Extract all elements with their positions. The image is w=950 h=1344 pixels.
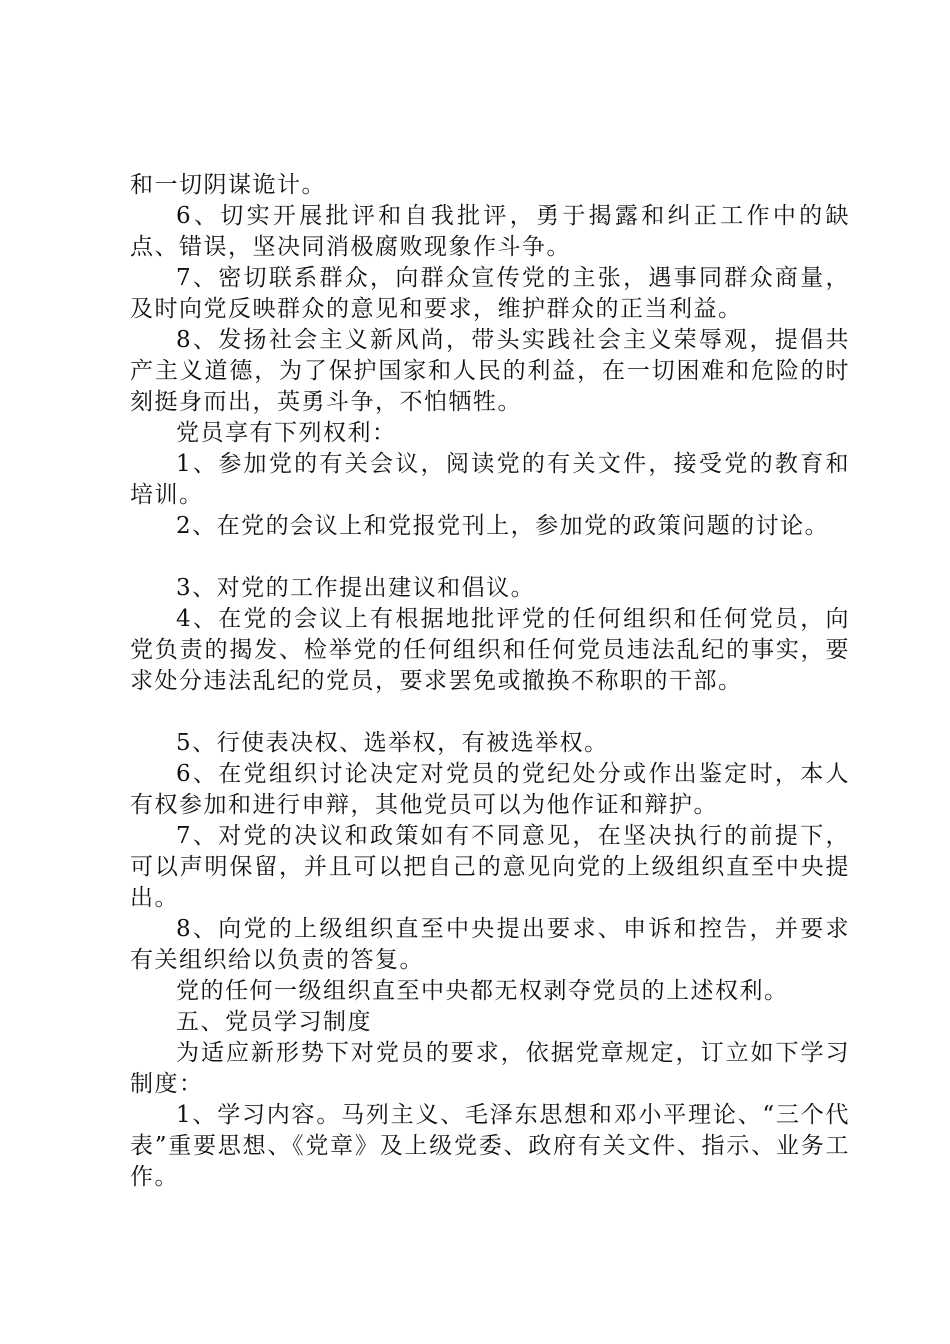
- paragraph-rights-heading: 党员享有下列权利：: [176, 420, 397, 446]
- section-heading-study-system: 五、党员学习制度: [176, 1009, 372, 1035]
- paragraph-right-5: 5、行使表决权、选举权，有被选举权。: [176, 730, 609, 756]
- paragraph-duty-7: 7、密切联系群众，向群众宣传党的主张，遇事同群众商量，及时向党反映群众的意见和要求，维护群众的正当利益。: [130, 265, 850, 322]
- paragraph-study-content: 1、学习内容。马列主义、毛泽东思想和邓小平理论、“三个代表”重要思想、《党章》及上级党委、政府有关文件、指示、业务工作。: [130, 1102, 850, 1190]
- blank-line: [130, 542, 850, 573]
- paragraph-right-3: 3、对党的工作提出建议和倡议。: [176, 575, 536, 601]
- paragraph-right-7: 7、对党的决议和政策如有不同意见，在坚决执行的前提下，可以声明保留，并且可以把自己的意见向党的上级组织直至中央提出。: [130, 823, 850, 911]
- paragraph-right-6: 6、在党组织讨论决定对党员的党纪处分或作出鉴定时，本人有权参加和进行申辩，其他党员可以为他作证和辩护。: [130, 761, 850, 818]
- paragraph-right-4: 4、在党的会议上有根据地批评党的任何组织和任何党员，向党负责的揭发、检举党的任何组织和任何党员违法乱纪的事实，要求处分违法乱纪的党员，要求罢免或撤换不称职的干部。: [130, 606, 850, 694]
- paragraph-study-intro: 为适应新形势下对党员的要求，依据党章规定，订立如下学习制度：: [130, 1040, 850, 1097]
- blank-line: [130, 697, 850, 728]
- paragraph-duty-8: 8、发扬社会主义新风尚，带头实践社会主义荣辱观，提倡共产主义道德，为了保护国家和人民的利益，在一切困难和危险的时刻挺身而出，英勇斗争，不怕牺牲。: [130, 327, 850, 415]
- paragraph-right-1: 1、参加党的有关会议，阅读党的有关文件，接受党的教育和培训。: [130, 451, 850, 508]
- paragraph-duty-6: 6、切实开展批评和自我批评，勇于揭露和纠正工作中的缺点、错误，坚决同消极腐败现象作斗争。: [130, 203, 850, 260]
- paragraph-rights-protection: 党的任何一级组织直至中央都无权剥夺党员的上述权利。: [176, 978, 789, 1004]
- document-body: [130, 170, 850, 1193]
- paragraph-continuation: 和一切阴谋诡计。: [130, 172, 326, 198]
- paragraph-right-8: 8、向党的上级组织直至中央提出要求、申诉和控告，并要求有关组织给以负责的答复。: [130, 916, 850, 973]
- paragraph-right-2: 2、在党的会议上和党报党刊上，参加党的政策问题的讨论。: [176, 513, 830, 539]
